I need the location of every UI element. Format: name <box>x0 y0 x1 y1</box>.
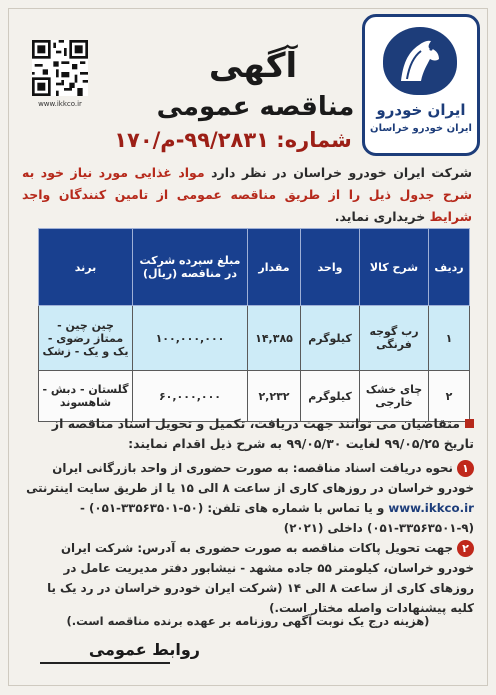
cell-description: چای خشک خارجی <box>360 371 429 422</box>
header-deposit: مبلغ سپرده شرکت در مناقصه (ریال) <box>133 229 248 306</box>
table-header-row <box>39 229 470 306</box>
website-link[interactable]: www.ikkco.ir <box>388 501 474 515</box>
logo-name: ایران خودرو <box>376 101 466 119</box>
instruction-item-1 <box>22 458 474 538</box>
header-row-number: ردیف <box>429 229 470 306</box>
cell-brand: گلستان - دبش - شاهسوند <box>39 371 133 422</box>
table-row <box>39 306 470 371</box>
item-2-note: (شرکت ایران خودرو خراسان در رد یک یا کلیه پیشنهادات واصله مختار است.) <box>47 581 474 615</box>
item-1-text: نحوه دریافت اسناد مناقصه: به صورت حضوری از واحد بازرگانی ایران خودرو خراسان در روزهای کاری از ساعت ۸ الی ۱۵ یا از طریق سایت اینترنتی <box>26 461 474 495</box>
item-number-badge: ۲ <box>457 540 474 557</box>
cell-quantity: ۲,۲۳۲ <box>248 371 301 422</box>
qr-site-label: www.ikkco.ir <box>38 100 82 108</box>
instructions-lead <box>22 414 474 454</box>
cell-unit: کیلوگرم <box>301 371 360 422</box>
page-title: آگهی <box>208 46 298 86</box>
company-logo <box>362 14 480 156</box>
public-relations-signature: روابط عمومی <box>88 640 200 659</box>
cell-quantity: ۱۴,۳۸۵ <box>248 306 301 371</box>
tender-number: شماره: ۹۹/۲۸۳۱-م/۱۷۰ <box>114 128 352 152</box>
intro-part-3: خریداری نماید. <box>334 209 430 224</box>
intro-part-2: مواد غذایی مورد نیاز خود به شرح جدول ذیل را از طریق مناقصه عمومی از تامین کنندگان واجد شرایط <box>22 165 472 224</box>
qr-code-icon <box>32 40 88 96</box>
bullet-icon <box>465 419 474 428</box>
lead-text: متقاضیان می توانند جهت دریافت، تکمیل و تحویل اسناد مناقصه از تاریخ ۹۹/۰۵/۲۵ لغایت ۹۹/۰۵/۳۰ به شرح ذیل اقدام نمایند: <box>51 416 474 451</box>
page-subtitle: مناقصه عمومی <box>156 92 355 122</box>
header-quantity: مقدار <box>248 229 301 306</box>
instruction-item-2 <box>22 538 474 618</box>
header-description: شرح کالا <box>360 229 429 306</box>
cell-deposit: ۶۰,۰۰۰,۰۰۰ <box>133 371 248 422</box>
cell-row-number: ۱ <box>429 306 470 371</box>
cell-row-number: ۲ <box>429 371 470 422</box>
cell-unit: کیلوگرم <box>301 306 360 371</box>
item-number-badge: ۱ <box>457 460 474 477</box>
cell-deposit: ۱۰۰,۰۰۰,۰۰۰ <box>133 306 248 371</box>
cell-brand: چین چین - ممتاز رضوی - یک و یک - زشک <box>39 306 133 371</box>
footnote: (هزینه درج یک نوبت آگهی روزنامه بر عهده برنده مناقصه است.) <box>66 614 430 628</box>
item-1-tail: و یا تماس با شماره های تلفن: (۵۰-۳۳۵۶۳۵۰۱-۰۵۱) - (۹-۳۳۵۶۳۵۰۱-۰۵۱) داخلی (۲۰۲۱) <box>80 501 474 535</box>
items-table <box>38 228 470 422</box>
intro-paragraph <box>22 162 472 228</box>
cell-description: رب گوجه فرنگی <box>360 306 429 371</box>
header-brand: برند <box>39 229 133 306</box>
header-unit: واحد <box>301 229 360 306</box>
horse-emblem-icon <box>383 27 457 95</box>
intro-part-1: شرکت ایران خودرو خراسان در نظر دارد <box>204 165 472 180</box>
signature-underline <box>40 662 170 664</box>
item-2-text: جهت تحویل پاکات مناقصه به صورت حضوری به آدرس: شرکت ایران خودرو خراسان، کیلومتر ۵۵ جاده مشهد - نیشابور دفتر مدیریت عامل در روزهای کاری از ساعت ۸ الی ۱۴ <box>60 541 474 595</box>
logo-subtitle: ایران خودرو خراسان <box>370 123 472 134</box>
